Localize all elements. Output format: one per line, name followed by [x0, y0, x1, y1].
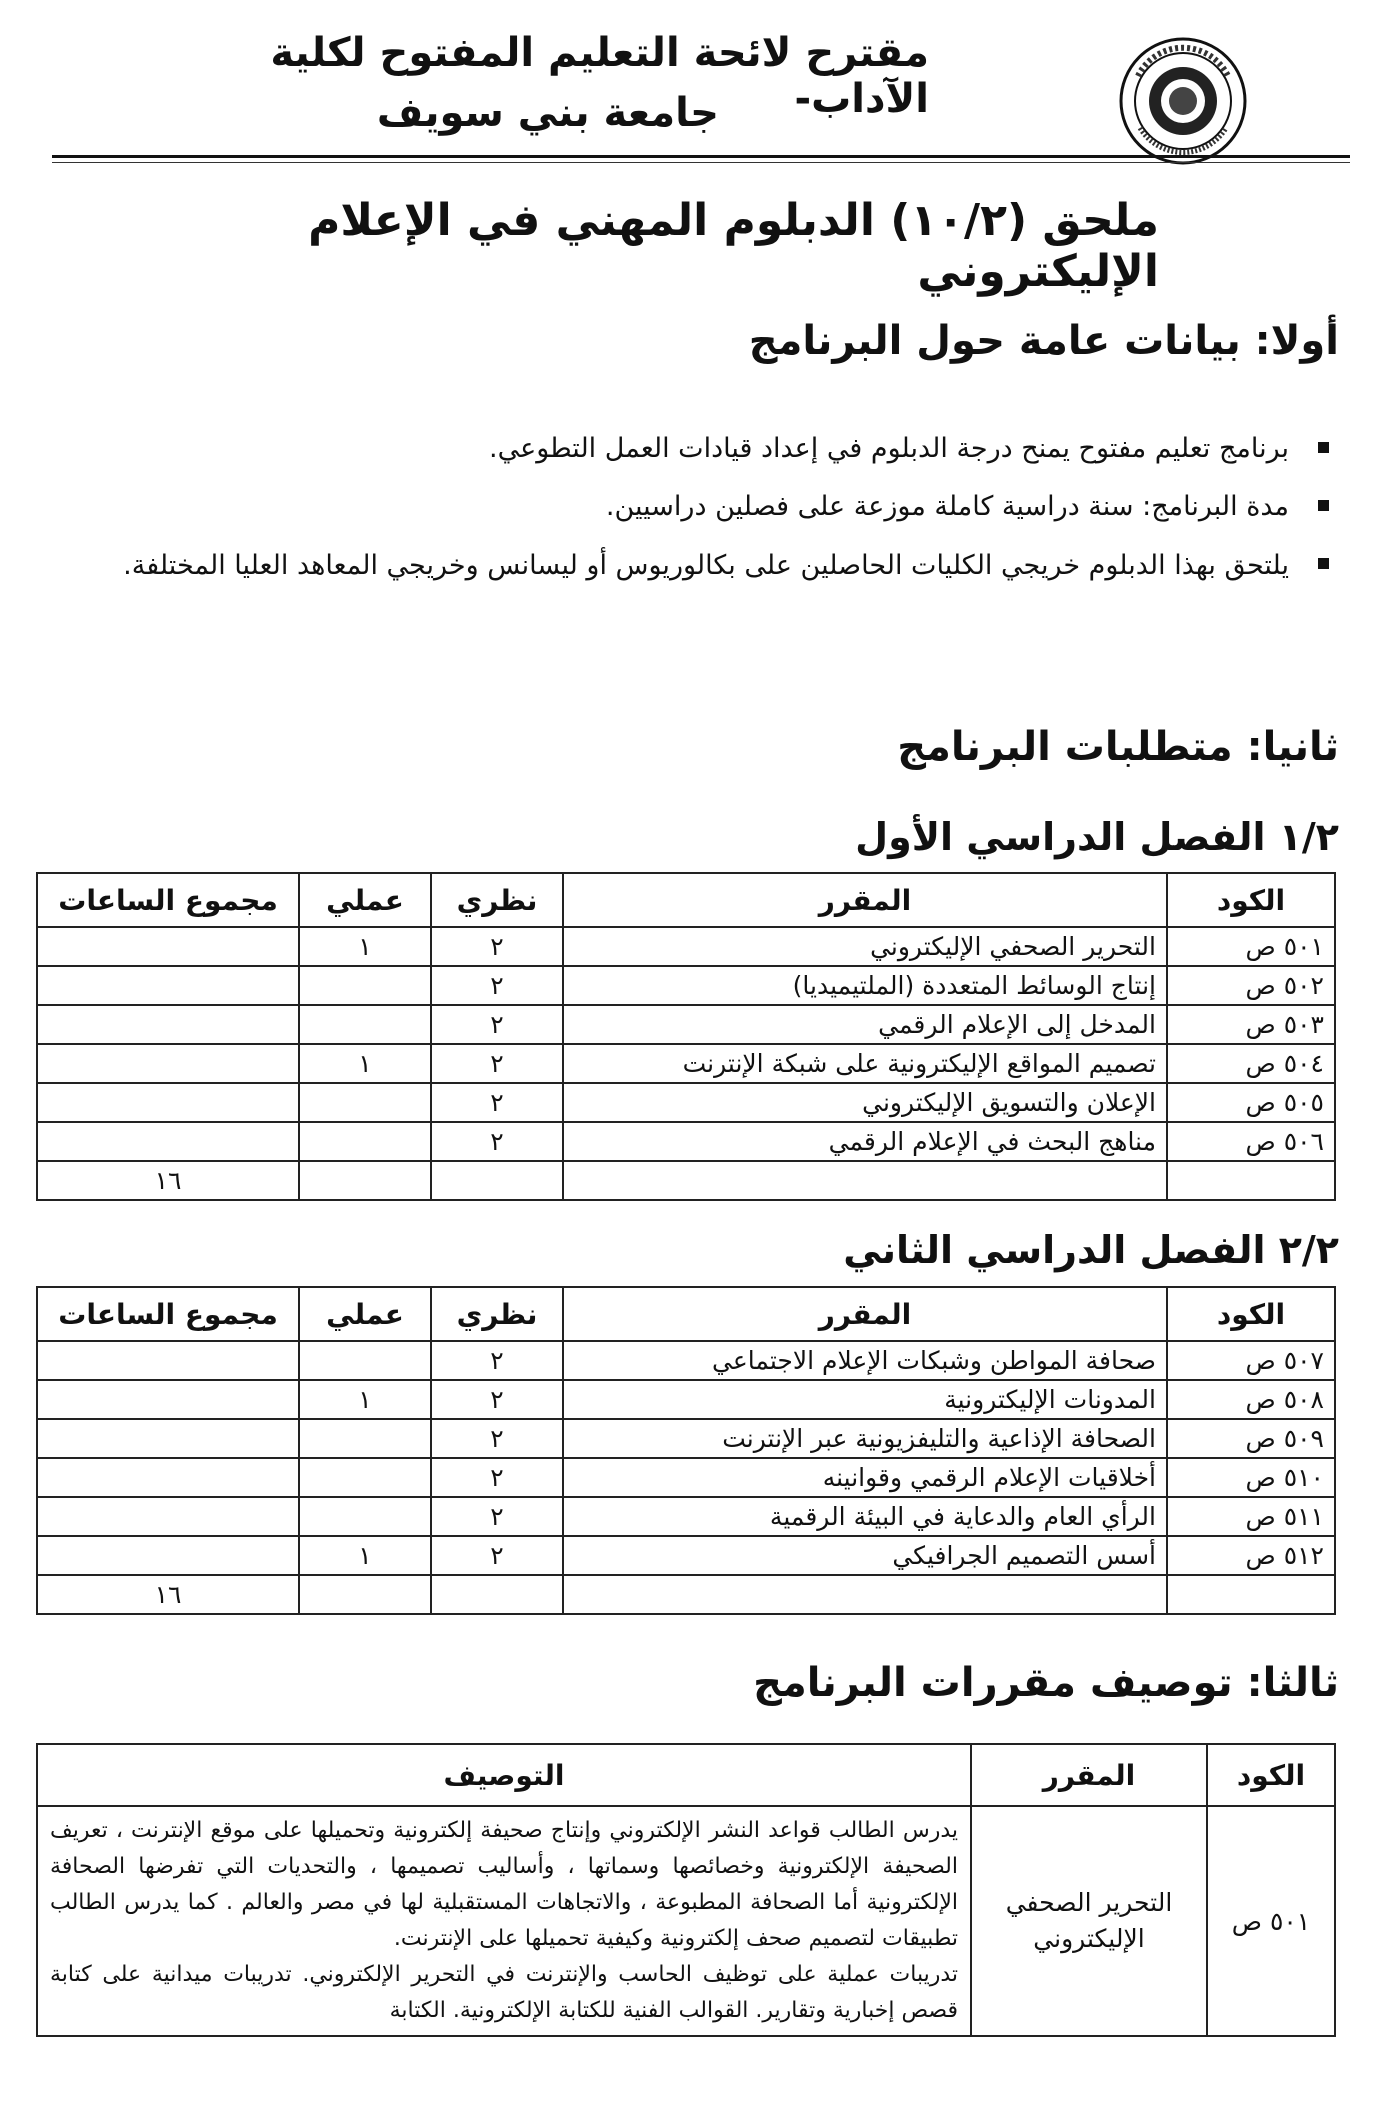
col-practical-header: عملي — [299, 873, 431, 927]
table-row: ٥١٠ ص أخلاقيات الإعلام الرقمي وقوانينه ٢ — [37, 1458, 1335, 1497]
section2-heading — [439, 724, 1339, 770]
section2-lead: ثانيا: — [1246, 724, 1339, 770]
table-row: ٥٠٢ ص إنتاج الوسائط المتعددة (الملتيميديا) ٢ — [37, 966, 1335, 1005]
section1-heading — [439, 318, 1339, 364]
document-title: ملحق (١٠/٢) الدبلوم المهني في الإعلام الإليكتروني — [308, 195, 1159, 297]
course-name: التحرير الصحفي الإليكتروني — [971, 1806, 1207, 2036]
col-practical-header: عملي — [299, 1287, 431, 1341]
header-subtitle: جامعة بني سويف — [376, 90, 719, 136]
table-row: ٥١٢ ص أسس التصميم الجرافيكي ٢ ١ — [37, 1536, 1335, 1575]
table-header-row — [37, 873, 1335, 927]
course-description — [37, 1806, 971, 2036]
table-row: ٥٠٤ ص تصميم المواقع الإليكترونية على شبكة الإنترنت ٢ ١ — [37, 1044, 1335, 1083]
header-title: مقترح لائحة التعليم المفتوح لكلية الآداب- — [270, 30, 929, 122]
list-item: برنامج تعليم مفتوح يمنح درجة الدبلوم في إعداد قيادات العمل التطوعي. — [49, 420, 1339, 478]
course-code: ٥٠١ ص — [1207, 1806, 1335, 2036]
col-code-header: الكود — [1167, 873, 1335, 927]
semester1-title: ١/٢ الفصل الدراسي الأول — [855, 815, 1339, 859]
section3-lead: ثالثا: — [1246, 1660, 1339, 1706]
list-item: يلتحق بهذا الدبلوم خريجي الكليات الحاصلين على بكالوريوس أو ليسانس وخريجي المعاهد العليا المختلفة. — [49, 536, 1339, 596]
table-row: ٥٠٩ ص الصحافة الإذاعية والتليفزيونية عبر الإنترنت ٢ — [37, 1419, 1335, 1458]
col-total-header: مجموع الساعات — [37, 1287, 299, 1341]
table-row: ٥٠٥ ص الإعلان والتسويق الإليكتروني ٢ — [37, 1083, 1335, 1122]
section1-title: بيانات عامة حول البرنامج — [748, 318, 1255, 364]
university-seal-icon — [1118, 36, 1248, 166]
table-row — [37, 1806, 1335, 2036]
semester2-title: ٢/٢ الفصل الدراسي الثاني — [843, 1228, 1339, 1272]
table-row: ٥٠٨ ص المدونات الإليكترونية ٢ ١ — [37, 1380, 1335, 1419]
section1-lead: أولا: — [1254, 318, 1339, 364]
semester1-table — [36, 872, 1336, 1201]
table-total-row — [37, 1575, 1335, 1614]
section2-title: متطلبات البرنامج — [897, 724, 1247, 770]
bullet-square-icon — [1318, 558, 1329, 569]
section3-title: توصيف مقررات البرنامج — [753, 1660, 1247, 1706]
col-code-header: الكود — [1207, 1744, 1335, 1806]
col-code-header: الكود — [1167, 1287, 1335, 1341]
semester2-total-hours: ١٦ — [37, 1575, 299, 1614]
col-course-header: المقرر — [971, 1744, 1207, 1806]
table-total-row — [37, 1161, 1335, 1200]
col-course-header: المقرر — [563, 873, 1167, 927]
table-header-row — [37, 1744, 1335, 1806]
header-rule-thin — [52, 162, 1350, 163]
description-paragraph: تدريبات عملية على توظيف الحاسب والإنترنت في التحرير الإلكتروني. تدريبات ميدانية على كتابة قصص إخبارية وتقارير. القوالب الفنية للكتابة الإلكترونية. الكتابة — [50, 1962, 958, 2023]
col-course-header: المقرر — [563, 1287, 1167, 1341]
section3-heading — [439, 1660, 1339, 1706]
table-row: ٥٠٦ ص مناهج البحث في الإعلام الرقمي ٢ — [37, 1122, 1335, 1161]
semester1-total-hours: ١٦ — [37, 1161, 299, 1200]
header-rule — [52, 155, 1350, 158]
table-row: ٥٠١ ص التحرير الصحفي الإليكتروني ٢ ١ — [37, 927, 1335, 966]
bullet-square-icon — [1318, 500, 1329, 511]
semester2-table — [36, 1286, 1336, 1615]
description-paragraph: يدرس الطالب قواعد النشر الإلكتروني وإنتاج صحيفة إلكترونية وتحميلها على موقع الإنترنت ، تعريف الصحيفة الإلكترونية وخصائصها وسماتها ، وأساليب تصميمها ، والتحديات التي تفرضها الصحافة الإلكترونية أما الصحافة المطبوعة ، والاتجاهات المستقبلية لها في مصر والعالم . كما يدرس الطالب تطبيقات لتصميم صحف إلكترونية وكيفية تحميلها على الإنترنت. — [50, 1818, 958, 1951]
list-item: مدة البرنامج: سنة دراسية كاملة موزعة على فصلين دراسيين. — [49, 478, 1339, 536]
table-row: ٥١١ ص الرأي العام والدعاية في البيئة الرقمية ٢ — [37, 1497, 1335, 1536]
course-description-table — [36, 1743, 1336, 2037]
col-theory-header: نظري — [431, 1287, 563, 1341]
bullet-square-icon — [1318, 442, 1329, 453]
table-header-row — [37, 1287, 1335, 1341]
table-row: ٥٠٣ ص المدخل إلى الإعلام الرقمي ٢ — [37, 1005, 1335, 1044]
table-row: ٥٠٧ ص صحافة المواطن وشبكات الإعلام الاجتماعي ٢ — [37, 1341, 1335, 1380]
col-description-header: التوصيف — [37, 1744, 971, 1806]
col-total-header: مجموع الساعات — [37, 873, 299, 927]
col-theory-header: نظري — [431, 873, 563, 927]
program-info-list — [49, 420, 1339, 596]
